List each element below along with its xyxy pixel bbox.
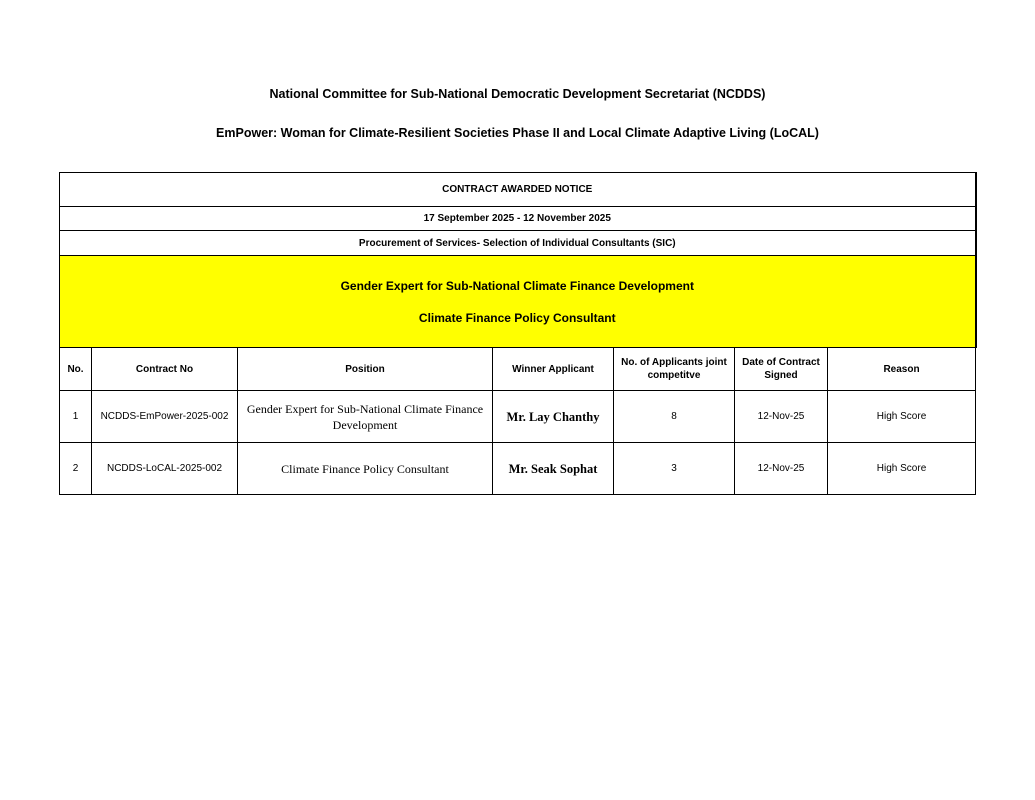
position-title-2: Climate Finance Policy Consultant <box>418 310 616 325</box>
column-header-winner-applicant: Winner Applicant <box>493 348 614 391</box>
award-reason: High Score <box>828 391 976 443</box>
column-header-date-signed: Date of Contract Signed <box>735 348 828 391</box>
notice-heading: CONTRACT AWARDED NOTICE <box>60 173 976 207</box>
document-title: National Committee for Sub-National Democratic Development Secretariat (NCDDS) <box>269 87 766 101</box>
positions-banner <box>60 256 976 348</box>
project-subtitle: EmPower: Woman for Climate-Resilient Societies Phase II and Local Climate Adaptive Living (LoCAL) <box>216 126 819 140</box>
position-cell: Gender Expert for Sub-National Climate Finance Development <box>238 391 493 443</box>
position-cell: Climate Finance Policy Consultant <box>238 443 493 495</box>
row-number: 2 <box>60 443 92 495</box>
contract-number: NCDDS-EmPower-2025-002 <box>92 391 238 443</box>
applicant-count: 3 <box>614 443 735 495</box>
notice-period: 17 September 2025 - 12 November 2025 <box>60 207 976 231</box>
award-reason: High Score <box>828 443 976 495</box>
contract-number: NCDDS-LoCAL-2025-002 <box>92 443 238 495</box>
date-signed: 12-Nov-25 <box>735 391 828 443</box>
table-row <box>60 391 976 443</box>
column-header-no: No. <box>60 348 92 391</box>
date-signed: 12-Nov-25 <box>735 443 828 495</box>
position-title-1: Gender Expert for Sub-National Climate Finance Development <box>340 278 694 293</box>
contract-awarded-table <box>59 172 977 495</box>
column-header-position: Position <box>238 348 493 391</box>
column-header-applicant-count: No. of Applicants joint competitve <box>614 348 735 391</box>
row-number: 1 <box>60 391 92 443</box>
column-header-contract-no: Contract No <box>92 348 238 391</box>
winner-applicant: Mr. Lay Chanthy <box>493 391 614 443</box>
winner-applicant: Mr. Seak Sophat <box>493 443 614 495</box>
column-header-reason: Reason <box>828 348 976 391</box>
applicant-count: 8 <box>614 391 735 443</box>
procurement-method: Procurement of Services- Selection of Individual Consultants (SIC) <box>60 231 976 256</box>
table-row <box>60 443 976 495</box>
